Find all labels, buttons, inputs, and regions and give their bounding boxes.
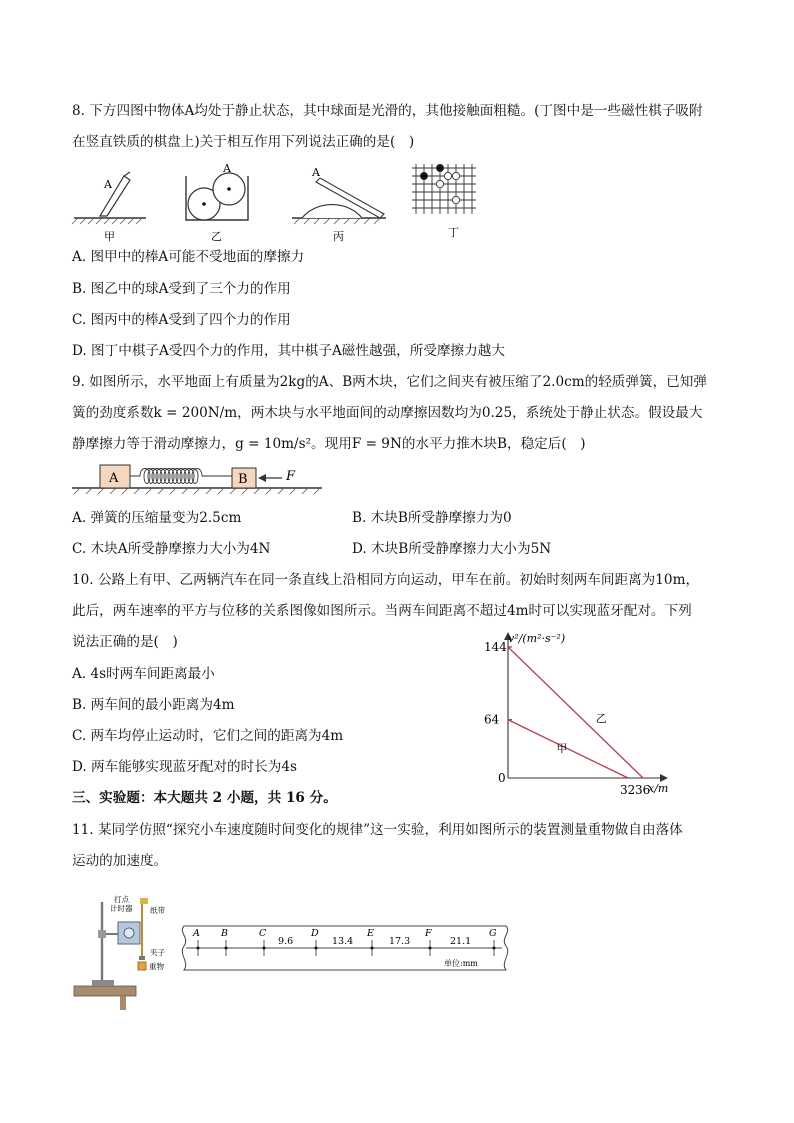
y-tick-label-144: 144 <box>484 639 507 654</box>
y-axis-label: v²/(m²·s⁻²) <box>508 632 566 645</box>
weight-label: 重物 <box>149 962 164 971</box>
tape-point-d: D <box>311 928 319 939</box>
q10-option-d: D. 两车能够实现蓝牙配对的时长为4s <box>72 759 297 775</box>
q10-stem-line2: 此后，两车速率的平方与位移的关系图像如图所示。当两车间距离不超过4m时可以实现蓝牙配对。下列 <box>72 603 692 619</box>
section-3-heading: 三、实验题：本大题共 2 小题，共 16 分。 <box>72 790 337 806</box>
label-yi: 乙 <box>211 230 222 243</box>
origin-label: 0 <box>498 771 506 785</box>
tape-label: 纸带 <box>150 906 165 915</box>
q10-stem-line1: 10. 公路上有甲、乙两辆汽车在同一条直线上沿相同方向运动，甲车在前。初始时刻两车间距离为10m， <box>72 572 700 588</box>
v2-x-chart <box>478 628 678 800</box>
series-label-1: 甲 <box>556 741 568 755</box>
x-axis-arrow <box>660 774 668 782</box>
q9-option-b: B. 木块B所受静摩擦力为0 <box>352 510 512 526</box>
q8-option-a: A. 图甲中的棒A可能不受地面的摩擦力 <box>72 249 305 265</box>
figure-yi <box>186 162 248 220</box>
timer-label-1: 打点 <box>114 895 129 904</box>
q10-option-a: A. 4s时两车间距离最小 <box>72 666 215 682</box>
y-tick-label-64: 64 <box>484 712 500 727</box>
clip-label: 夹子 <box>150 948 165 957</box>
q9-option-c: C. 木块A所受静摩擦力大小为4N <box>72 541 271 557</box>
tape-value-de: 13.4 <box>332 936 354 947</box>
timer-label-2: 计时器 <box>110 904 133 913</box>
tape-value-ef: 17.3 <box>389 936 411 947</box>
q11-tape-figure <box>180 922 514 974</box>
q10-option-c: C. 两车均停止运动时，它们之间的距离为4m <box>72 728 344 744</box>
block-a-letter: A <box>109 471 119 486</box>
q9-option-a: A. 弹簧的压缩量变为2.5cm <box>72 510 242 526</box>
block-b-letter: B <box>238 472 248 487</box>
q9-spring-figure <box>70 462 330 502</box>
q8-option-c: C. 图丙中的棒A受到了四个力的作用 <box>72 312 291 328</box>
q11-stem-line2: 运动的加速度。 <box>72 853 168 869</box>
series-label-2: 乙 <box>595 712 607 726</box>
figure-jia <box>72 172 146 224</box>
label-bing: 丙 <box>333 230 344 243</box>
yi-letter-a: A <box>223 162 231 175</box>
series-line-2 <box>508 647 643 778</box>
bing-letter-a: A <box>312 166 320 179</box>
q8-option-d: D. 图丁中棋子A受四个力的作用，其中棋子A磁性越强，所受摩擦力越大 <box>72 343 505 359</box>
q8-option-b: B. 图乙中的球A受到了三个力的作用 <box>72 281 291 297</box>
tape-point-g: G <box>489 928 497 939</box>
tape-unit: 单位:mm <box>444 959 478 968</box>
tape-value-cd: 9.6 <box>278 936 294 947</box>
q9-stem-line1: 9. 如图所示，水平地面上有质量为2kg的A、B两木块，它们之间夹有被压缩了2.0cm的轻质弹簧，已知弹 <box>72 374 707 390</box>
jia-letter-a: A <box>104 178 112 191</box>
tape-point-e: E <box>367 928 374 939</box>
tape-value-fg: 21.1 <box>450 936 472 947</box>
label-jia: 甲 <box>104 230 115 243</box>
tape-point-c: C <box>259 928 267 939</box>
q8-stem-line1: 8. 下方四图中物体A均处于静止状态，其中球面是光滑的，其他接触面粗糙。(丁图中是一些磁性棋子吸附 <box>72 103 703 119</box>
q10-stem-line3: 说法正确的是( ) <box>72 634 178 650</box>
q9-stem-line3: 静摩擦力等于滑动摩擦力，g = 10m/s²。现用F = 9N的水平力推木块B，稳定后( ) <box>72 436 586 452</box>
q8-figures <box>70 158 490 244</box>
q9-option-d: D. 木块B所受静摩擦力大小为5N <box>352 541 552 557</box>
tape-point-b: B <box>221 928 228 939</box>
label-ding: 丁 <box>448 226 459 239</box>
x-axis-label: x/m <box>648 782 669 795</box>
tape-point-f: F <box>425 928 432 939</box>
q9-stem-line2: 簧的劲度系数k = 200N/m，两木块与水平地面间的动摩擦因数均为0.25，系统处于静止状态。假设最大 <box>72 405 703 421</box>
q11-apparatus <box>70 884 190 1012</box>
x-tick-label-36: 36 <box>635 783 651 797</box>
q10-option-b: B. 两车间的最小距离为4m <box>72 697 235 713</box>
tape-point-a: A <box>193 928 200 939</box>
q8-stem-line2: 在竖直铁质的棋盘上)关于相互作用下列说法正确的是( ) <box>72 134 415 150</box>
figure-ding <box>412 164 476 214</box>
q11-stem-line1: 11. 某同学仿照“探究小车速度随时间变化的规律”这一实验，利用如图所示的装置测量重物做自由落体 <box>72 822 683 838</box>
x-tick-label-32: 32 <box>620 783 636 797</box>
figure-bing <box>292 166 386 224</box>
force-label: F <box>286 469 296 484</box>
series-line-1 <box>508 720 628 778</box>
